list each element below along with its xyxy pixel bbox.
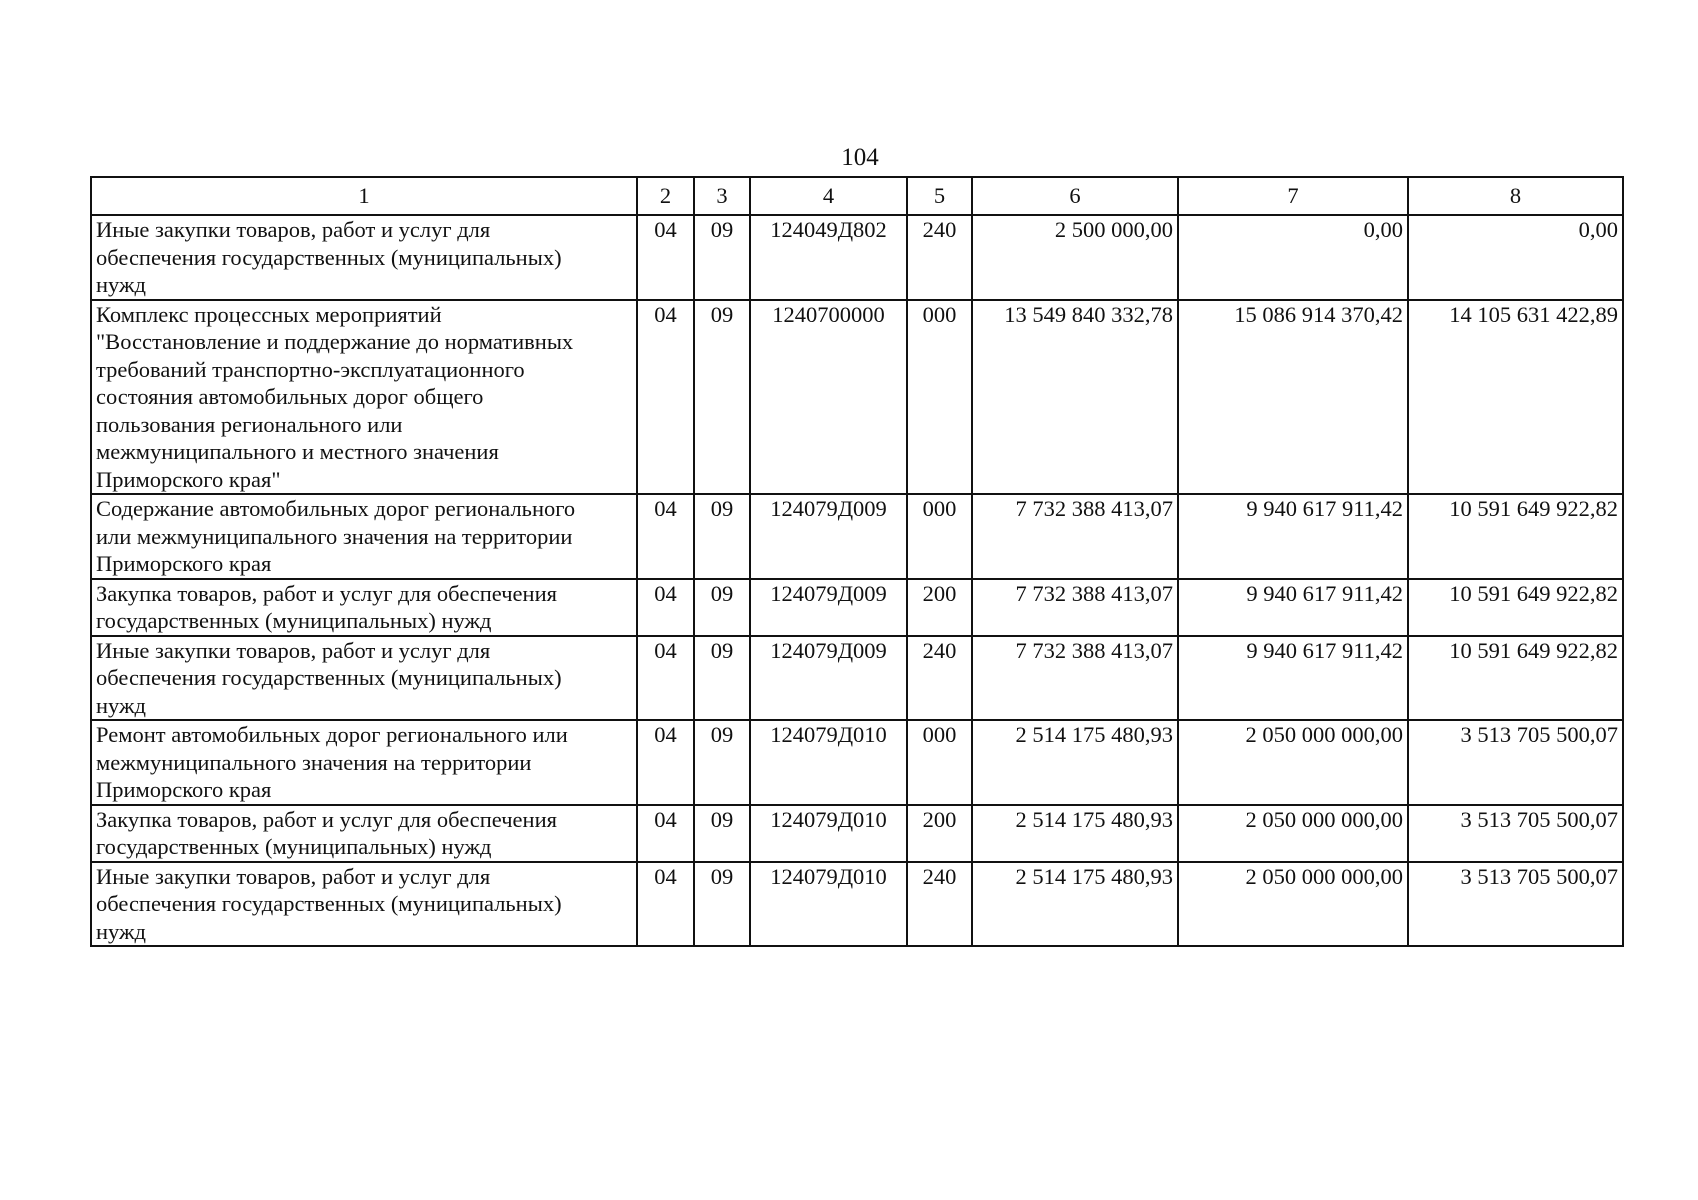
header-col-2: 2 [637,177,694,215]
row-name: Комплекс процессных мероприятий "Восстановление и поддержание до нормативных требований транспортно-эксплуатационного состояния автомобильных дорог общего пользования регионального или межмуниципального и местного значения Приморского края" [91,300,637,495]
row-expense-type-code: 240 [907,215,972,300]
row-amount-col-7: 2 050 000 000,00 [1178,862,1408,947]
row-name: Содержание автомобильных дорог регионального или межмуниципального значения на территории Приморского края [91,494,637,579]
row-amount-col-6: 2 514 175 480,93 [972,805,1178,862]
row-amount-col-6: 2 500 000,00 [972,215,1178,300]
row-amount-col-7: 9 940 617 911,42 [1178,636,1408,721]
row-target-code: 124079Д009 [750,494,907,579]
row-section-code: 04 [637,579,694,636]
row-amount-col-6: 7 732 388 413,07 [972,579,1178,636]
header-col-4: 4 [750,177,907,215]
header-col-6: 6 [972,177,1178,215]
table-row [91,300,1623,495]
row-amount-col-8: 10 591 649 922,82 [1408,636,1623,721]
row-name: Иные закупки товаров, работ и услуг для обеспечения государственных (муниципальных) нужд [91,862,637,947]
table-row [91,805,1623,862]
row-target-code: 124079Д010 [750,720,907,805]
table-row [91,720,1623,805]
table-row [91,636,1623,721]
row-section-code: 04 [637,300,694,495]
row-subsection-code: 09 [694,215,750,300]
row-amount-col-8: 10 591 649 922,82 [1408,579,1623,636]
table-row [91,494,1623,579]
row-section-code: 04 [637,805,694,862]
row-name: Иные закупки товаров, работ и услуг для обеспечения государственных (муниципальных) нужд [91,636,637,721]
row-section-code: 04 [637,494,694,579]
row-amount-col-8: 0,00 [1408,215,1623,300]
row-amount-col-7: 2 050 000 000,00 [1178,805,1408,862]
row-amount-col-8: 14 105 631 422,89 [1408,300,1623,495]
row-target-code: 124079Д010 [750,805,907,862]
row-amount-col-8: 3 513 705 500,07 [1408,805,1623,862]
row-amount-col-6: 13 549 840 332,78 [972,300,1178,495]
row-name: Закупка товаров, работ и услуг для обеспечения государственных (муниципальных) нужд [91,805,637,862]
row-amount-col-6: 2 514 175 480,93 [972,862,1178,947]
row-expense-type-code: 240 [907,862,972,947]
row-subsection-code: 09 [694,579,750,636]
header-col-7: 7 [1178,177,1408,215]
row-subsection-code: 09 [694,862,750,947]
row-expense-type-code: 000 [907,494,972,579]
row-section-code: 04 [637,636,694,721]
budget-table [90,176,1624,947]
row-amount-col-7: 2 050 000 000,00 [1178,720,1408,805]
row-amount-col-6: 7 732 388 413,07 [972,636,1178,721]
row-target-code: 124079Д009 [750,579,907,636]
row-amount-col-7: 0,00 [1178,215,1408,300]
row-target-code: 124049Д802 [750,215,907,300]
row-target-code: 1240700000 [750,300,907,495]
page-number: 104 [841,144,879,171]
table-row [91,215,1623,300]
row-amount-col-7: 9 940 617 911,42 [1178,494,1408,579]
row-expense-type-code: 000 [907,300,972,495]
row-amount-col-7: 9 940 617 911,42 [1178,579,1408,636]
row-amount-col-7: 15 086 914 370,42 [1178,300,1408,495]
row-subsection-code: 09 [694,300,750,495]
header-col-8: 8 [1408,177,1623,215]
row-expense-type-code: 000 [907,720,972,805]
row-name: Ремонт автомобильных дорог регионального или межмуниципального значения на территории Приморского края [91,720,637,805]
row-subsection-code: 09 [694,805,750,862]
row-amount-col-6: 7 732 388 413,07 [972,494,1178,579]
header-col-3: 3 [694,177,750,215]
header-col-5: 5 [907,177,972,215]
row-name: Иные закупки товаров, работ и услуг для обеспечения государственных (муниципальных) нужд [91,215,637,300]
header-col-1: 1 [91,177,637,215]
table-row [91,579,1623,636]
row-section-code: 04 [637,720,694,805]
row-amount-col-6: 2 514 175 480,93 [972,720,1178,805]
table-header-row [91,177,1623,215]
row-target-code: 124079Д010 [750,862,907,947]
row-subsection-code: 09 [694,720,750,805]
row-section-code: 04 [637,215,694,300]
row-expense-type-code: 200 [907,805,972,862]
row-amount-col-8: 3 513 705 500,07 [1408,720,1623,805]
row-section-code: 04 [637,862,694,947]
row-amount-col-8: 10 591 649 922,82 [1408,494,1623,579]
row-expense-type-code: 200 [907,579,972,636]
row-subsection-code: 09 [694,494,750,579]
row-subsection-code: 09 [694,636,750,721]
row-expense-type-code: 240 [907,636,972,721]
row-name: Закупка товаров, работ и услуг для обеспечения государственных (муниципальных) нужд [91,579,637,636]
row-amount-col-8: 3 513 705 500,07 [1408,862,1623,947]
row-target-code: 124079Д009 [750,636,907,721]
table-row [91,862,1623,947]
